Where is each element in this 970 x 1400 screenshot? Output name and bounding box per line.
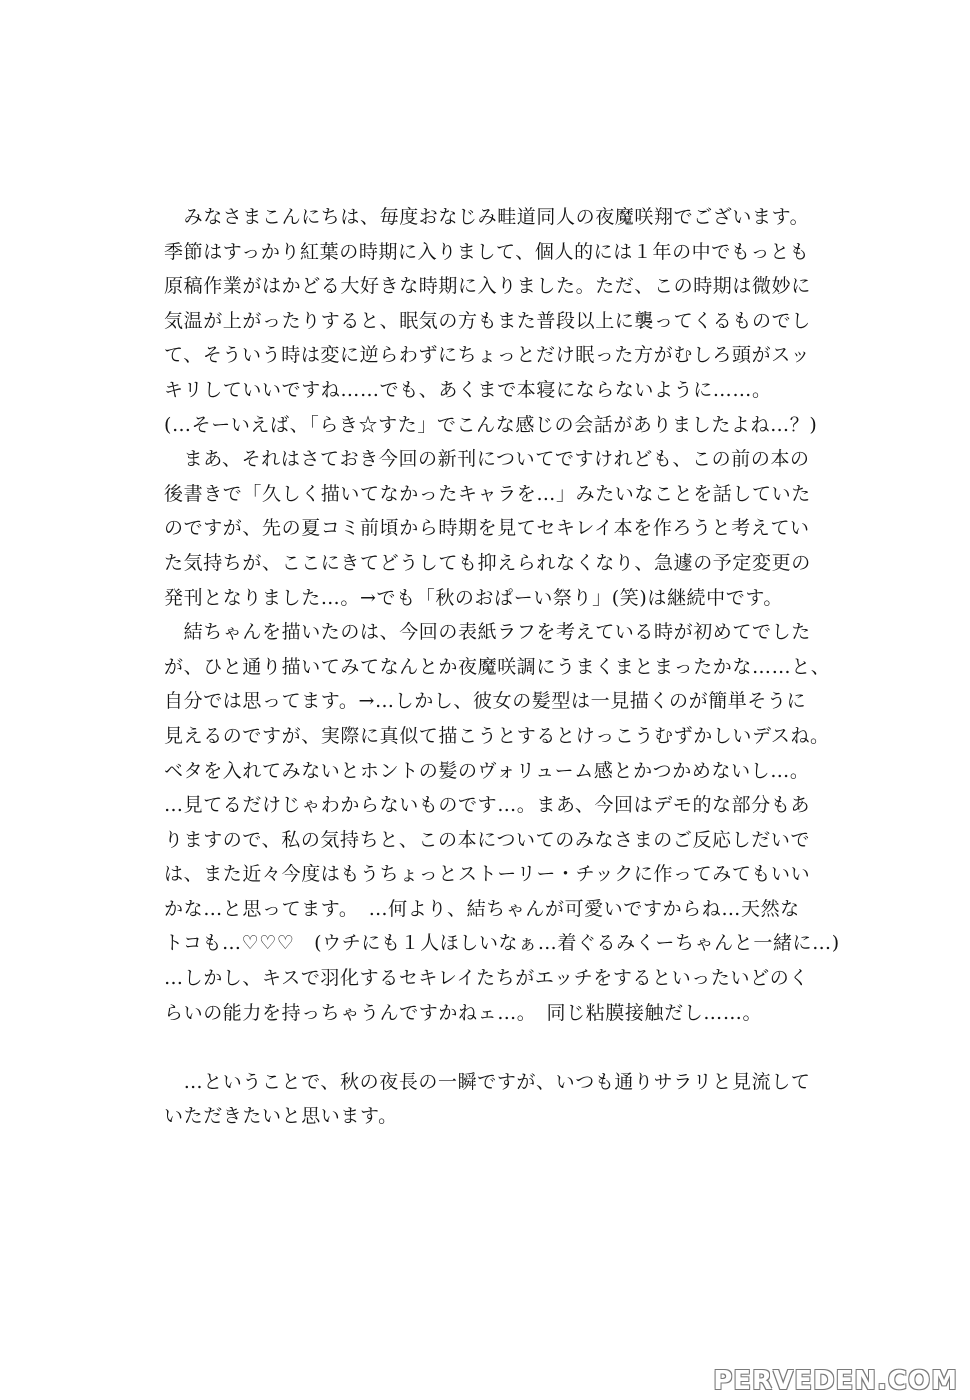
text-line: て、そういう時は変に逆らわずにちょっとだけ眠った方がむしろ頭がスッ: [164, 344, 811, 367]
text-line: 原稿作業がはかどる大好きな時期に入りました。ただ、この時期は微妙に: [164, 275, 811, 298]
text-line: みなさまこんにちは、毎度おなじみ畦道同人の夜魔咲翔でございます。: [164, 206, 810, 228]
text-line: 結ちゃんを描いたのは、今回の表紙ラフを考えている時が初めてでした: [164, 621, 811, 644]
paragraph-4: [164, 1065, 864, 1134]
text-line: 気温が上がったりすると、眠気の方もまた普段以上に襲ってくるものでし: [164, 309, 811, 332]
text-line: (…そーいえば、「らき☆すた」でこんな感じの会話がありましたよね…？): [164, 413, 818, 436]
text-line: 見えるのですが、実際に真似て描こうとするとけっこうむずかしいデスね。: [164, 724, 830, 747]
paragraph-3: [164, 615, 864, 1030]
text-line: トコも…♡♡♡ (ウチにも１人ほしいなぁ…着ぐるみくーちゃんと一緒に…): [164, 932, 840, 955]
text-line: 発刊となりました…。→でも「秋のおぱーい祭り」(笑)は継続中です。: [164, 586, 784, 609]
text-line: …見てるだけじゃわからないものです…。まあ、今回はデモ的な部分もあ: [164, 794, 811, 817]
text-line: ベタを入れてみないとホントの髪のヴォリューム感とかつかめないし…。: [164, 759, 810, 782]
text-line: …しかし、キスで羽化するセキレイたちがエッチをするといったいどのく: [164, 967, 809, 990]
text-line: かな…と思ってます。 …何より、結ちゃんが可愛いですからね…天然な: [164, 897, 800, 920]
paragraph-spacer: [164, 1030, 864, 1065]
afterword-text: [164, 200, 864, 1134]
text-line: 後書きで「久しく描いてなかったキャラを…」みたいなことを話していた: [164, 482, 811, 505]
site-watermark: PERVEDEN.COM: [713, 1366, 958, 1396]
text-line: りますので、私の気持ちと、この本についてのみなさまのご反応しだいで: [164, 828, 811, 851]
text-line: らいの能力を持っちゃうんですかねェ…。 同じ粘膜接触だし……。: [164, 1001, 763, 1024]
text-line: は、また近々今度はもうちょっとストーリー・チックに作ってみてもいい: [164, 863, 811, 886]
text-line: のですが、先の夏コミ前頃から時期を見てセキレイ本を作ろうと考えてい: [164, 517, 810, 540]
text-line: まあ、それはさておき今回の新刊についてですけれども、この前の本の: [164, 448, 810, 471]
paragraph-2: [164, 442, 864, 615]
text-line: 自分では思ってます。→…しかし、彼女の髪型は一見描くのが簡単そうに: [164, 690, 807, 713]
paragraph-1: [164, 200, 864, 442]
text-line: …ということで、秋の夜長の一瞬ですが、いつも通りサラリと見流して: [164, 1070, 811, 1093]
text-line: キリしていいですね……でも、あくまで本寝にならないように……。: [164, 378, 772, 401]
text-line: 季節はすっかり紅葉の時期に入りまして、個人的には１年の中でもっとも: [164, 240, 810, 263]
text-line: が、ひと通り描いてみてなんとか夜魔咲調にうまくまとまったかな……と、: [164, 655, 831, 678]
text-line: いただきたいと思います。: [164, 1105, 398, 1128]
text-line: た気持ちが、ここにきてどうしても抑えられなくなり、急遽の予定変更の: [164, 551, 811, 574]
